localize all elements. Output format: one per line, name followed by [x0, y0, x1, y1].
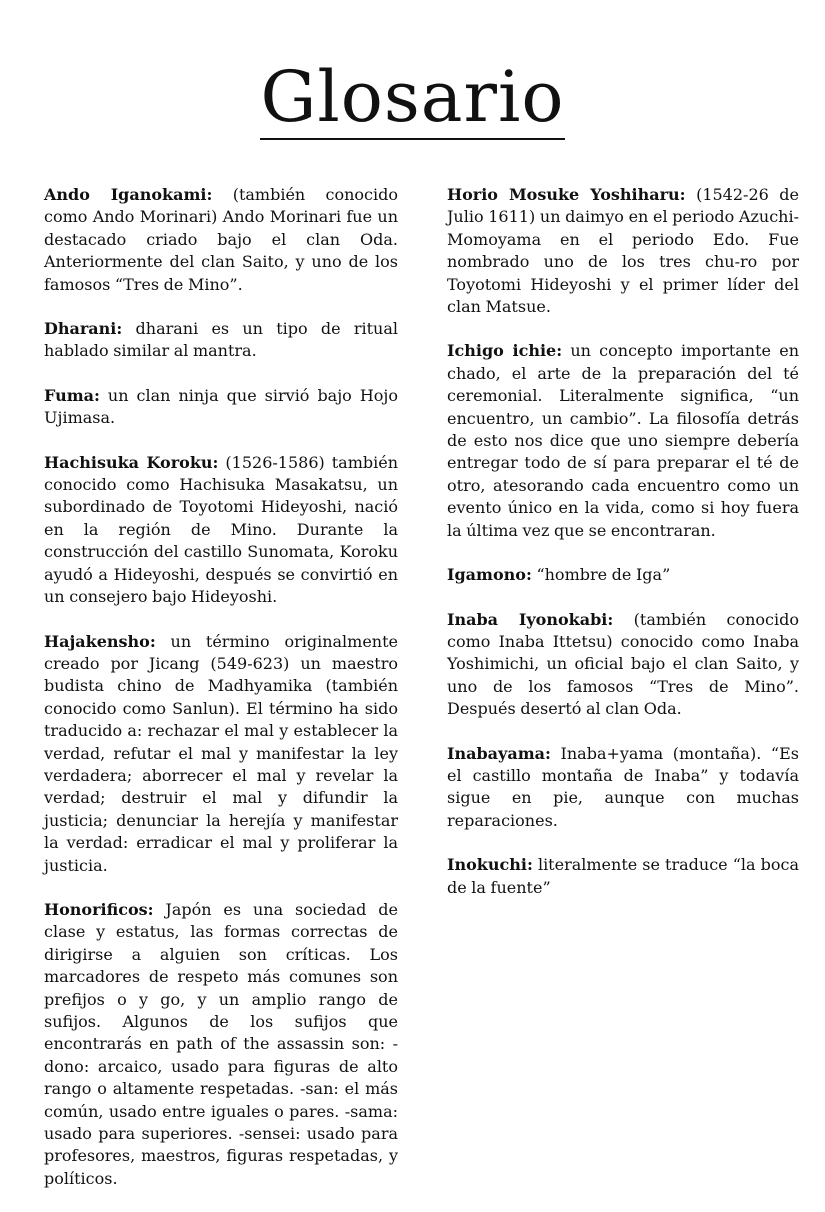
left-column	[44, 184, 398, 1212]
glossary-entry	[44, 452, 398, 609]
glossary-term: Dharani:	[44, 319, 123, 339]
glossary-entry	[447, 854, 799, 899]
glossary-entry	[447, 564, 799, 586]
glossary-definition: dharani es un tipo de ritual hablado similar al mantra.	[44, 319, 398, 361]
glossary-term: Inokuchi:	[447, 855, 533, 875]
glossary-definition: un término originalmente creado por Jicang (549-623) un maestro budista chino de Madhyamika (también conocido como Sanlun). El término ha sido traducido a: rechazar el mal y establecer la verdad, refutar el mal y manifestar la ley verdadera; aborrecer el mal y revelar la verdad; destruir el mal y difundir la justicia; denunciar la herejía y manifestar la verdad: erradicar el mal y proliferar la justicia.	[44, 631, 398, 875]
glossary-definition: (1542-26 de Julio 1611) un daimyo en el periodo Azuchi-Momoyama en el periodo Edo. Fue nombrado uno de los tres chu-ro por Toyotomi Hideyoshi y el primer líder del clan Matsue.	[447, 185, 799, 317]
glossary-entry	[44, 318, 398, 363]
page-title	[0, 56, 825, 140]
glossary-definition: (1526-1586) también conocido como Hachisuka Masakatsu, un subordinado de Toyotomi Hideyoshi, nació en la región de Mino. Durante la construcción del castillo Sunomata, Koroku ayudó a Hideyoshi, después se convirtió en un consejero bajo Hideyoshi.	[44, 452, 398, 607]
glossary-term: Ando Iganokami:	[44, 185, 213, 204]
glossary-term: Horio Mosuke Yoshiharu:	[447, 185, 686, 204]
glossary-term: Honorificos:	[44, 899, 154, 919]
glossary-entry	[447, 184, 799, 318]
glossary-definition: (también conocido como Inaba Ittetsu) conocido como Inaba Yoshimichi, un oficial bajo el clan Saito, y uno de los famosos “Tres de Mino”. Después desertó al clan Oda.	[447, 609, 800, 719]
right-column	[447, 184, 799, 921]
glossary-definition: (también conocido como Ando Morinari) Ando Morinari fue un destacado criado bajo el clan Oda. Anteriormente del clan Saito, y uno de los famosos “Tres de Mino”.	[44, 185, 399, 294]
glossary-term: Hachisuka Koroku:	[44, 452, 219, 472]
glossary-definition: un concepto importante en chado, el arte de la preparación del té ceremonial. Literalmente significa, “un encuentro, un cambio”. La filosofía detrás de esto nos dice que uno siempre debería entregar todo de sí para preparar el té de otro, atesorando cada encuentro como un evento único en la vida, como si hoy fuera la última vez que se encontraran.	[447, 341, 800, 540]
glossary-definition: Japón es una sociedad de clase y estatus, las formas correctas de dirigirse a alguien son críticas. Los marcadores de respeto más comunes son prefijos o y go, y un amplio rango de sufijos. Algunos de los sufijos que encontrarás en path of the assassin son: -dono: arcaico, usado para figuras de alto rango o altamente respetadas. -san: el más común, usado entre iguales o pares. -sama: usado para superiores. -sensei: usado para profesores, maestros, figuras respetadas, y políticos.	[44, 899, 398, 1188]
page-title-text: Glosario	[260, 56, 565, 138]
glossary-definition: un clan ninja que sirvió bajo Hojo Ujimasa.	[44, 385, 398, 428]
glossary-term: Ichigo ichie:	[447, 341, 563, 361]
glossary-entry	[447, 743, 799, 833]
glossary-term: Hajakensho:	[44, 631, 156, 651]
glossary-term: Inaba Iyonokabi:	[447, 609, 614, 629]
glossary-definition: “hombre de Iga”	[531, 565, 671, 585]
glossary-term: Igamono:	[447, 565, 532, 585]
glossary-entry	[44, 631, 398, 877]
glossary-entry	[447, 609, 799, 721]
glossary-entry	[44, 899, 398, 1190]
glossary-term: Fuma:	[44, 385, 100, 405]
glossary-term: Inabayama:	[447, 743, 551, 763]
glossary-entry	[447, 340, 799, 542]
glossary-entry	[44, 385, 398, 430]
glossary-definition: literalmente se traduce “la boca de la fuente”	[447, 855, 799, 897]
glossary-definition: Inaba+yama (montaña). “Es el castillo montaña de Inaba” y todavía sigue en pie, aunque con muchas reparaciones.	[447, 743, 799, 830]
glossary-entry	[44, 184, 398, 296]
